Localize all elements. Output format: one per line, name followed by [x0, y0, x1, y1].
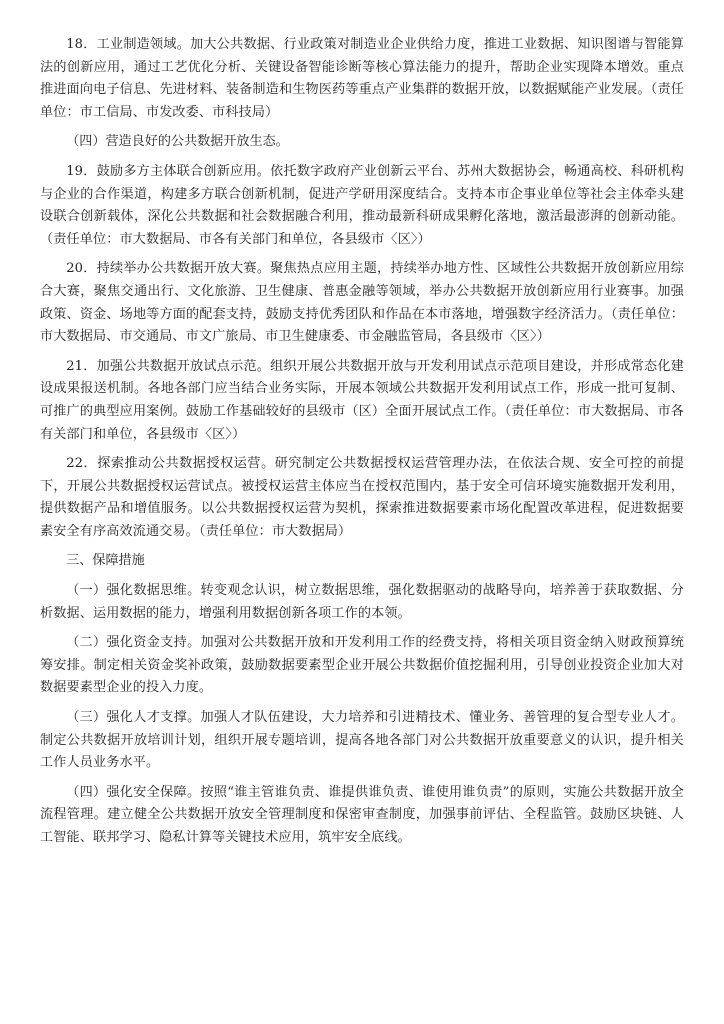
paragraph-item-21: 21．加强公共数据开放试点示范。组织开展公共数据开放与开发利用试点示范项目建设，并形成常态化建设成果报送机制。各地各部门应当结合业务实际，开展本领域公共数据开发利用试点工作，形成一批可复制、可推广的典型应用案例。鼓励工作基础较好的县级市（区）全面开展试点工作。（责任单位：市大数据局、市各有关部门和单位，各县级市〈区〉）: [40, 358, 684, 442]
paragraph-safeguard-4: （四）强化安全保障。按照“谁主管谁负责、谁提供谁负责、谁使用谁负责”的原则，实施公共数据开放全流程管理。建立健全公共数据开放安全管理制度和保密审查制度，加强事前评估、全程监管。鼓励区块链、人工智能、联邦学习、隐私计算等关键技术应用，筑牢安全底线。: [40, 784, 684, 845]
paragraph-safeguard-2: （二）强化资金支持。加强对公共数据开放和开发利用工作的经费支持，将相关项目资金纳入财政预算统筹安排。制定相关资金奖补政策，鼓励数据要素型企业开展公共数据价值挖掘利用，引导创业投资企业加大对数据要素型企业的投入力度。: [40, 635, 684, 696]
paragraph-safeguard-1: （一）强化数据思维。转变观念认识，树立数据思维，强化数据驱动的战略导向，培养善于获取数据、分析数据、运用数据的能力，增强利用数据创新各项工作的本领。: [40, 583, 684, 621]
paragraph-item-20: 20．持续举办公共数据开放大赛。聚焦热点应用主题，持续举办地方性、区域性公共数据开放创新应用综合大赛，聚焦交通出行、文化旅游、卫生健康、普惠金融等领域，举办公共数据开放创新应用行业赛事。加强政策、资金、场地等方面的配套支持，鼓励支持优秀团队和作品在本市落地，增强数字经济活力。（责任单位：市大数据局、市交通局、市文广旅局、市卫生健康委、市金融监管局，各县级市〈区〉）: [40, 261, 684, 345]
paragraph-item-22: 22．探索推动公共数据授权运营。研究制定公共数据授权运营管理办法，在依法合规、安全可控的前提下，开展公共数据授权运营试点。被授权运营主体应当在授权范围内，基于安全可信环境实施数据开发利用，提供数据产品和增值服务。以公共数据授权运营为契机，探索推进数据要素市场化配置改革进程，促进数据要素安全有序高效流通交易。（责任单位：市大数据局）: [40, 456, 684, 539]
paragraph-item-18: 18．工业制造领域。加大公共数据、行业政策对制造业企业供给力度，推进工业数据、知识图谱与智能算法的创新应用，通过工艺优化分析、关键设备智能诊断等核心算法能力的提升，帮助企业实现降本增效。重点推进面向电子信息、先进材料、装备制造和生物医药等重点产业集群的数据开放，以数据赋能产业发展。（责任单位：市工信局、市发改委、市科技局）: [40, 37, 684, 120]
section-heading-safeguards: 三、保障措施: [66, 553, 145, 569]
paragraph-item-19: 19．鼓励多方主体联合创新应用。依托数字政府产业创新云平台、苏州大数据协会，畅通高校、科研机构与企业的合作渠道，构建多方联合创新机制，促进产学研用深度结合。支持本市企事业单位等社会主体牵头建设联合创新载体，深化公共数据和社会数据融合利用，推动最新科研成果孵化落地，激活最澎湃的创新动能。（责任单位：市大数据局、市各有关部门和单位，各县级市〈区〉）: [40, 163, 684, 247]
subheading-ecosystem: （四）营造良好的公共数据开放生态。: [66, 134, 289, 150]
paragraph-safeguard-3: （三）强化人才支撑。加强人才队伍建设，大力培养和引进精技术、懂业务、善管理的复合型专业人才。制定公共数据开放培训计划，组织开展专题培训，提高各地各部门对公共数据开放重要意义的认识，提升相关工作人员业务水平。: [40, 710, 684, 771]
